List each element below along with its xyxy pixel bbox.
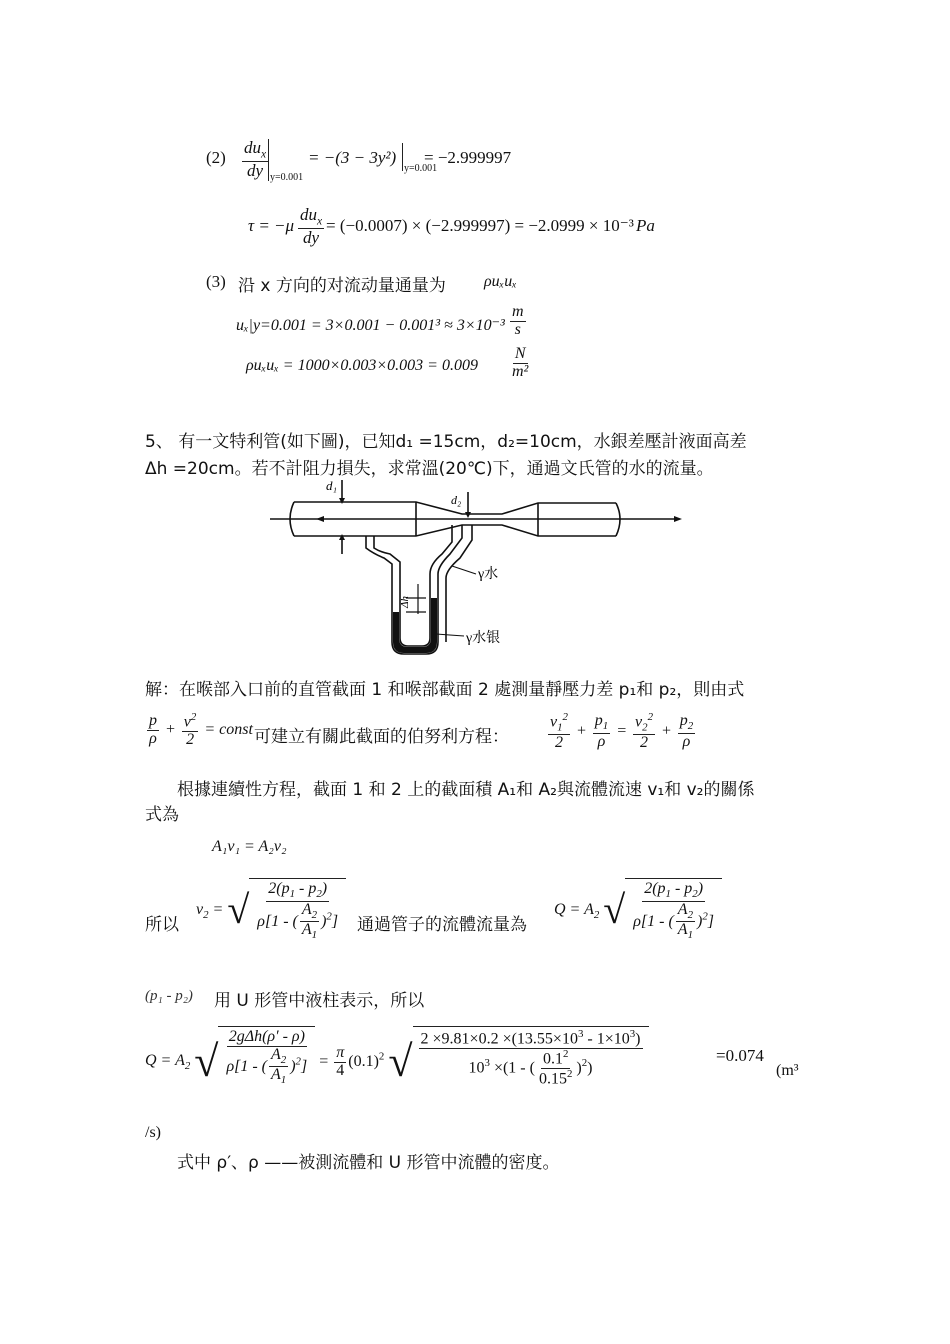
venturi-diagram xyxy=(266,474,686,664)
so-label: 所以 xyxy=(145,915,179,935)
part2-number: (2) xyxy=(206,148,226,167)
flux-unit xyxy=(508,346,532,381)
part3-expr: ρuₓuₓ xyxy=(484,273,517,290)
q-formula: $Q = A_2$ √ $2(p_1 - p_2)$ ρ[1 - ( $\frac{A_2}{A_1}$ )$^2$] xyxy=(554,878,722,944)
label-dh: Δh xyxy=(399,596,411,608)
continuity-line-2: 式為 xyxy=(145,805,179,825)
evaluation-bar-1 xyxy=(268,139,269,181)
label-d1: d₁ xyxy=(326,478,338,493)
eval-subscript-2: y=0.001 xyxy=(404,163,438,174)
ux-line: uₓ|y=0.001 = 3×0.001 − 0.001³ ≈ 3×10⁻³ xyxy=(236,317,505,334)
result-unit-part2: /s) xyxy=(145,1124,161,1141)
bernoulli-equation: $\frac{v_1^2}{2}$ + $\frac{p_1}{\rho}$ = $\frac{v_2^2}{2}$ + $\frac{p_2}{\rho}$ xyxy=(550,711,694,751)
part3-number: (3) xyxy=(206,272,226,291)
bernoulli-form: $\frac{p}{\rho}$ + $\frac{v^2}{2}$ = const xyxy=(149,711,253,749)
ux-unit-den: s xyxy=(514,320,521,338)
final-note: 式中 ρ′、ρ ——被測流體和 U 形管中流體的密度。 xyxy=(177,1153,560,1173)
bernoulli-text: 可建立有關此截面的伯努利方程： xyxy=(254,727,509,747)
result-value: =0.074 xyxy=(716,1046,764,1065)
v2-formula: $v_2$ = √ $2(p_1 - p_2)$ ρ[1 - ( $\frac{A_2}{A_1}$ )$^2$] xyxy=(196,878,346,944)
flow-text: 通過管子的流體流量為 xyxy=(357,915,527,935)
flux-unit-num: N xyxy=(514,345,526,362)
final-formula: $Q = A_2$ √ 2gΔh(ρ′ - ρ) ρ[1 - ( $\frac{A_2}{A_1}$ )$^2$] = $\frac{\pi}{4}$ $(0.1)^2$ √ $2 \times 9.81\times 0.2 \times(13.55\times 10^3 - 1\times 10^3)$ $10^3 \times(1$ - ( $\frac{0.1^2}{0.15^2}$ )$^2$) xyxy=(145,1026,649,1098)
flux-unit-den: m² xyxy=(512,362,529,380)
part3-text: 沿 x 方向的对流动量通量为 xyxy=(238,276,446,296)
ux-unit-num: m xyxy=(512,303,524,320)
continuity-line-1: 根據連續性方程，截面 1 和 2 上的截面積 A₁和 A₂與流體流速 v₁和 v₂的關係 xyxy=(177,780,755,800)
evaluation-bar-2 xyxy=(402,143,403,171)
problem-line-1: 5、 有一文特利管(如下圖)，已知d₁ =15cm，d₂=10cm，水銀差壓計液面高差 xyxy=(145,432,747,452)
label-d2: d₂ xyxy=(451,493,462,507)
continuity-equation: A₁v₁ = A₂v₂ xyxy=(212,838,287,855)
result-unit-part1: (m³ xyxy=(776,1062,799,1079)
part2-line1-value: = −2.999997 xyxy=(424,148,512,167)
part2-derivative: $\frac{du_x}{dy}$ xyxy=(244,138,267,180)
utube-prefix: (p₁ - p₂) xyxy=(145,988,193,1004)
label-water: γ水 xyxy=(478,567,499,582)
tau-derivative: $\frac{du_x}{dy}$ xyxy=(300,205,323,247)
eval-subscript-1: y=0.001 xyxy=(270,172,304,183)
solution-line-1: 解：在喉部入口前的直管截面 1 和喉部截面 2 處測量靜壓力差 p₁和 p₂，則由式 xyxy=(145,680,745,700)
tau-rhs: = (−0.0007) × (−2.999997) = −2.0999 × 10⁻³ xyxy=(326,216,634,235)
tau-lhs: τ = −μ xyxy=(248,216,295,235)
label-mercury: γ水银 xyxy=(466,631,501,646)
tau-unit: Pa xyxy=(636,216,655,235)
ux-unit xyxy=(508,304,528,339)
flux-line: ρuₓuₓ = 1000×0.003×0.003 = 0.009 xyxy=(246,357,478,374)
problem-line-2: Δh =20cm。若不計阻力損失，求常溫(20℃)下，通過文氏管的水的流量。 xyxy=(145,459,714,479)
part2-line1-rhs: = −(3 − 3y²) xyxy=(308,148,397,167)
utube-text: 用 U 形管中液柱表示，所以 xyxy=(214,991,425,1011)
